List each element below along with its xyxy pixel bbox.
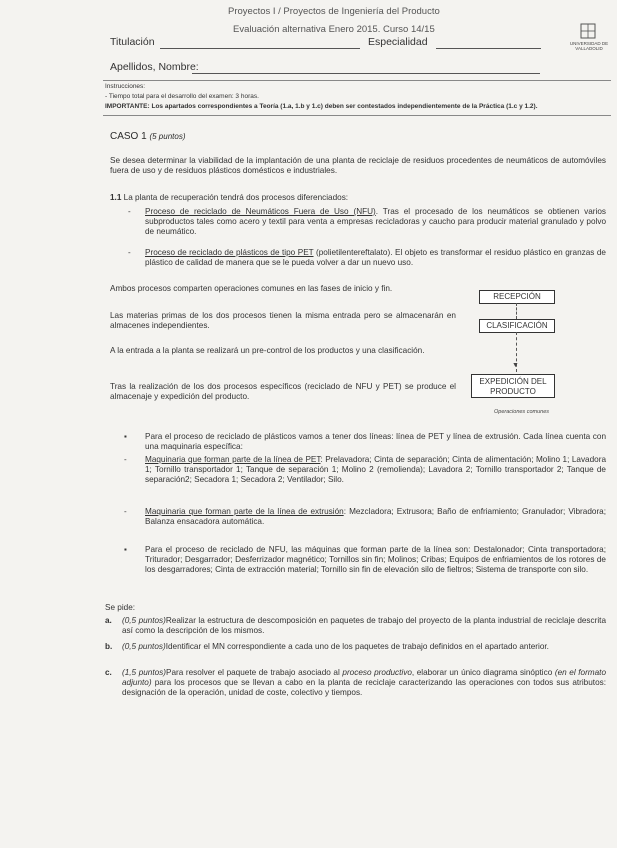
question-c bbox=[122, 668, 606, 699]
question-a bbox=[122, 616, 606, 636]
flow-caption: Operaciones comunes bbox=[494, 409, 550, 415]
plastics-process-text: vamos a tener dos líneas: línea de PET y línea de extrusión. Cada línea cuenta con una maquinaria específica: bbox=[145, 432, 606, 452]
flow-connector bbox=[516, 303, 517, 319]
square-bullet-icon: ▪ bbox=[124, 432, 127, 441]
paragraph-storage: Tras la realización de los dos procesos específicos (reciclado de NFU y PET) se produce el almacenaje y expedición del producto. bbox=[110, 382, 456, 402]
especialidad-label: Especialidad bbox=[368, 36, 428, 48]
pet-line-title: Maquinaria que forman parte de la línea de PET bbox=[145, 455, 321, 464]
case-intro: Se desea determinar la viabilidad de la implantación de una planta de reciclaje de residuos procedentes de neumáticos de automóviles fuera de uso y de residuos plásticos domésticos e industriales. bbox=[110, 156, 606, 176]
process-nfu bbox=[145, 207, 606, 238]
extrusion-line-text: : Mezcladora; Extrusora; Baño de enfriamiento; Granulador; Vibradora; Balanza ensacadora automática. bbox=[145, 507, 606, 527]
question-c-text-2: , elaborar un único diagrama sinóptico bbox=[411, 668, 555, 677]
exam-subtitle: Evaluación alternativa Enero 2015. Curso 14/15 bbox=[233, 24, 435, 35]
section-1-1 bbox=[110, 193, 606, 203]
question-b bbox=[122, 642, 606, 652]
plastics-process-lead: Para el proceso de reciclado de plásticos bbox=[145, 432, 297, 441]
paragraph-entry: A la entrada a la planta se realizará un pre-control de los productos y una clasificación. bbox=[110, 346, 425, 355]
question-b-text: Identificar el MN correspondiente a cada uno de los paquetes de trabajo definidos en el apartado anterior. bbox=[165, 642, 549, 651]
arrow-down-icon: ▼ bbox=[512, 362, 519, 369]
pet-line-text: : Prelavadora; Cinta de separación; Cinta de alimentación; Molino 1; Lavadora 1; Tornillo transportador 1; Tanque de separación 1; Molino 2 (remolienda); Lavadora 2; Tornillo transportador 2; Tanque de separación2; Secadora 1; Secadora 2; Ventilador; Silo. bbox=[145, 455, 607, 485]
question-c-points: (1,5 puntos) bbox=[122, 668, 167, 677]
section-text: La planta de recuperación tendrá dos procesos diferenciados: bbox=[123, 193, 349, 202]
case-title bbox=[110, 131, 186, 142]
instructions-important bbox=[105, 103, 538, 110]
important-label: IMPORTANTE: bbox=[105, 103, 150, 110]
process-nfu-text: . Tras el procesado de los neumáticos se obtienen varios subproductos tales como acero y textil para venta a empresas recicladoras y caucho para producir material granulado y polvo de neumático. bbox=[145, 207, 606, 237]
especialidad-field[interactable] bbox=[436, 48, 541, 49]
question-c-process: proceso productivo bbox=[342, 668, 412, 677]
question-a-text: Realizar la estructura de descomposición en paquetes de trabajo del proyecto de la planta industrial de reciclaje descrita así como la descripción de los mismos. bbox=[122, 616, 606, 636]
question-c-text-1: Para resolver el paquete de trabajo asociado al bbox=[166, 668, 343, 677]
nfu-process bbox=[145, 545, 606, 576]
dash-bullet-icon: - bbox=[124, 455, 127, 464]
question-a-letter: a. bbox=[105, 616, 112, 625]
university-logo-text: UNIVERSIDAD DE VALLADOLID bbox=[569, 41, 609, 51]
nfu-process-text: , las máquinas que forman parte de la línea son: Destalonador; Cinta transportadora; Triturador; Desgarrador; Desferrizador magnético; Tornillos sin fin; Molinos; Cribas; Equipos de enfriamientos de los rotores de los desgarradores; Cinta de extracción material; Tornillo sin fin de elevación silo de fieltros; Sistema de transporte con silo. bbox=[145, 545, 606, 575]
dash-bullet-icon: - bbox=[128, 248, 131, 257]
plastics-process bbox=[145, 432, 606, 452]
paragraph-raw-materials: Las materias primas de los dos procesos tienen la misma entrada pero se almacenarán en almacenes independientes. bbox=[110, 311, 456, 331]
paragraph-common: Ambos procesos comparten operaciones comunes en las fases de inicio y fin. bbox=[110, 284, 393, 293]
question-c-letter: c. bbox=[105, 668, 112, 677]
question-c-text-3: para los procesos que se llevan a cabo en la planta de reciclaje caracterizando las operaciones con todos sus atributos: designación de la operación, unidad de coste, colectivo y tiempos. bbox=[122, 678, 606, 698]
process-pet-text: (polietilentereftalato). El objeto es transformar el residuo plástico en granzas de plástico de calidad de manera que se le pueda volver a dar un nuevo uso. bbox=[145, 248, 606, 268]
question-b-points: (0,5 puntos) bbox=[122, 642, 166, 651]
case-points: (5 puntos) bbox=[149, 132, 186, 141]
important-text: Los apartados correspondientes a Teoría (1.a, 1.b y 1.c) deben ser contestados independientemente de la Práctica (1.c y 1.2). bbox=[151, 103, 538, 110]
flow-box-classification: CLASIFICACIÓN bbox=[479, 319, 555, 333]
question-c-format: (en el formato adjunto) bbox=[122, 668, 606, 688]
section-number: 1.1 bbox=[110, 193, 122, 202]
instructions-box bbox=[103, 80, 611, 116]
apellidos-label: Apellidos, Nombre: bbox=[110, 61, 199, 73]
nfu-process-lead: Para el proceso de reciclado de NFU bbox=[145, 545, 286, 554]
flow-box-expedition: EXPEDICIÓN DEL PRODUCTO bbox=[471, 374, 555, 398]
case-title-text: CASO 1 bbox=[110, 131, 147, 142]
question-a-points: (0,5 puntos) bbox=[122, 616, 166, 625]
process-pet bbox=[145, 248, 606, 268]
course-title: Proyectos I / Proyectos de Ingeniería del Producto bbox=[228, 6, 440, 17]
process-pet-title: Proceso de reciclado de plásticos de tipo PET bbox=[145, 248, 314, 257]
dash-bullet-icon: - bbox=[128, 207, 131, 216]
flow-box-reception: RECEPCIÓN bbox=[479, 290, 555, 304]
extrusion-line-machinery bbox=[145, 507, 606, 527]
se-pide: Se pide: bbox=[105, 603, 136, 612]
process-nfu-title: Proceso de reciclado de Neumáticos Fuera de Uso (NFU) bbox=[145, 207, 376, 216]
apellidos-field[interactable] bbox=[192, 73, 540, 74]
instructions-heading: Instrucciones: bbox=[105, 83, 146, 90]
titulacion-label: Titulación bbox=[110, 36, 155, 48]
titulacion-field[interactable] bbox=[160, 48, 360, 49]
extrusion-line-title: Maquinaria que forman parte de la línea de extrusión bbox=[145, 507, 344, 516]
instructions-time: - Tiempo total para el desarrollo del examen: 3 horas. bbox=[105, 93, 259, 100]
pet-line-machinery bbox=[145, 455, 606, 486]
dash-bullet-icon: - bbox=[124, 507, 127, 516]
square-bullet-icon: ▪ bbox=[124, 545, 127, 554]
question-b-letter: b. bbox=[105, 642, 113, 651]
